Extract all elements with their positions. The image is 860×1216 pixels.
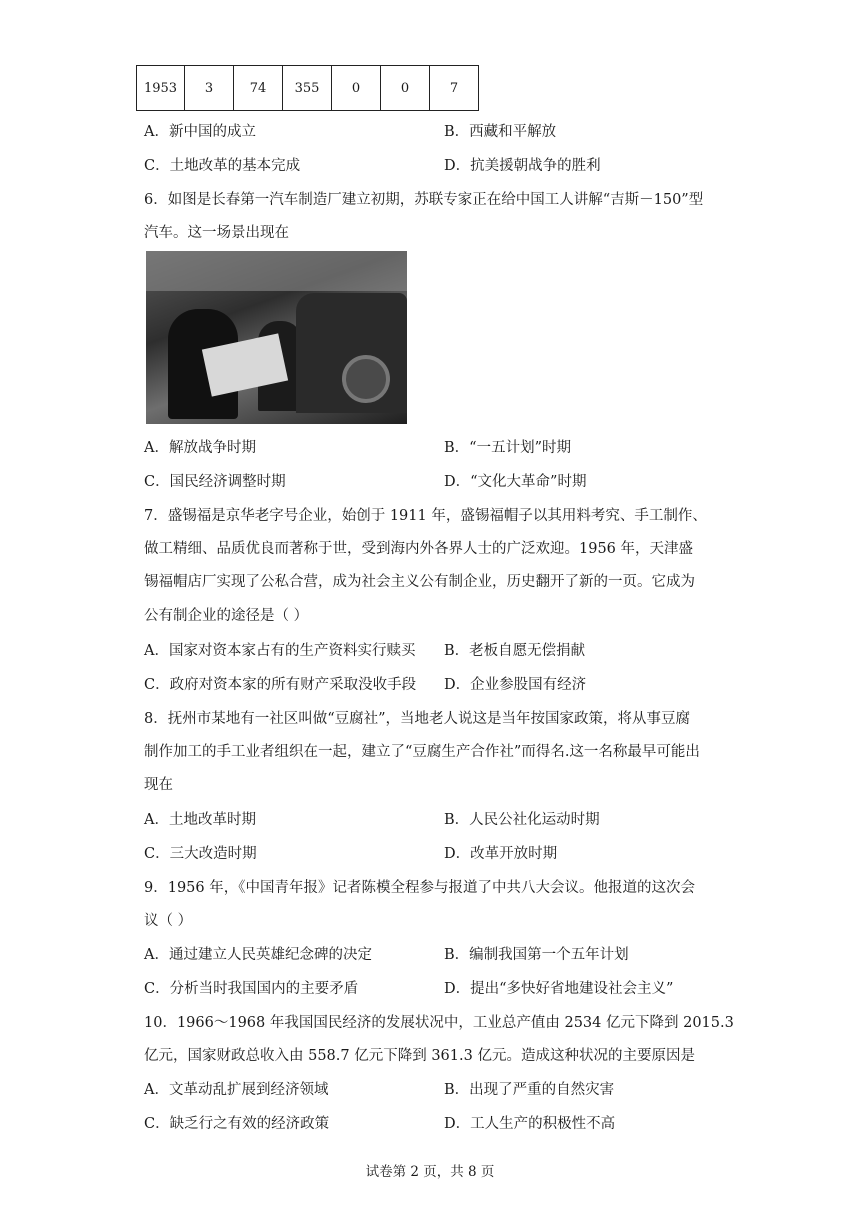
q10-stem-line1: 10．1966～1968 年我国国民经济的发展状况中，工业总产值由 2534 亿元下降到 2015.3 (144, 1015, 734, 1031)
q7-option-a: A．国家对资本家占有的生产资料实行赎买 (144, 643, 416, 659)
q8-stem-line3: 现在 (144, 777, 173, 793)
q6-option-c: C．国民经济调整时期 (144, 474, 286, 490)
q10-stem-line2: 亿元，国家财政总收入由 558.7 亿元下降到 361.3 亿元。造成这种状况的主要原因是 (144, 1048, 695, 1064)
q8-option-d: D．改革开放时期 (444, 846, 558, 862)
q8-stem-line1: 8．抚州市某地有一社区叫做“豆腐社”，当地老人说这是当年按国家政策，将从事豆腐 (144, 711, 691, 727)
table-cell: 0 (381, 66, 430, 111)
q9-option-b: B．编制我国第一个五年计划 (444, 947, 629, 963)
q10-option-b: B．出现了严重的自然灾害 (444, 1082, 615, 1098)
q7-stem-line3: 锡福帽店厂实现了公私合营，成为社会主义公有制企业，历史翻开了新的一页。它成为 (144, 574, 695, 590)
q8-option-a: A．土地改革时期 (144, 812, 256, 828)
q9-option-c: C．分析当时我国国内的主要矛盾 (144, 981, 359, 997)
q8-option-c: C．三大改造时期 (144, 846, 257, 862)
q7-option-b: B．老板自愿无偿捐献 (444, 643, 586, 659)
table-row (137, 66, 479, 111)
table-cell: 74 (234, 66, 283, 111)
q9-stem-line1: 9．1956 年，《中国青年报》记者陈模全程参与报道了中共八大会议。他报道的这次会 (144, 880, 695, 896)
q5-option-b: B．西藏和平解放 (444, 124, 557, 140)
q9-option-a: A．通过建立人民英雄纪念碑的决定 (144, 947, 372, 963)
table-cell: 7 (430, 66, 479, 111)
q10-option-c: C．缺乏行之有效的经济政策 (144, 1116, 330, 1132)
q8-option-b: B．人民公社化运动时期 (444, 812, 600, 828)
q7-option-d: D．企业参股国有经济 (444, 677, 587, 693)
factory-photo (146, 251, 407, 424)
table-cell: 1953 (137, 66, 185, 111)
q10-option-d: D．工人生产的积极性不高 (444, 1116, 616, 1132)
q6-option-d: D．“文化大革命”时期 (444, 474, 587, 490)
q6-option-b: B．“一五计划”时期 (444, 440, 571, 456)
q7-stem-line4: 公有制企业的途径是（ ） (144, 608, 309, 624)
table-cell: 3 (185, 66, 234, 111)
q7-stem-line1: 7．盛锡福是京华老字号企业，始创于 1911 年，盛锡福帽子以其用料考究、手工制作、 (144, 508, 707, 524)
q7-stem-line2: 做工精细、品质优良而著称于世，受到海内外各界人士的广泛欢迎。1956 年，天津盛 (144, 541, 694, 557)
q5-option-d: D．抗美援朝战争的胜利 (444, 158, 601, 174)
q5-option-c: C．土地改革的基本完成 (144, 158, 301, 174)
q7-option-c: C．政府对资本家的所有财产采取没收手段 (144, 677, 417, 693)
q9-option-d: D．提出“多快好省地建设社会主义” (444, 981, 674, 997)
q6-stem-line1: 6．如图是长春第一汽车制造厂建立初期，苏联专家正在给中国工人讲解“吉斯－150”型 (144, 192, 704, 208)
q8-stem-line2: 制作加工的手工业者组织在一起，建立了“豆腐生产合作社”而得名.这一名称最早可能出 (144, 744, 700, 760)
q5-option-a: A．新中国的成立 (144, 124, 256, 140)
q6-option-a: A．解放战争时期 (144, 440, 256, 456)
q6-stem-line2: 汽车。这一场景出现在 (144, 225, 289, 241)
data-table (136, 65, 479, 111)
table-cell: 355 (283, 66, 332, 111)
table-cell: 0 (332, 66, 381, 111)
q9-stem-line2: 议（ ） (144, 913, 193, 929)
page-footer: 试卷第 2 页，共 8 页 (365, 1164, 495, 1180)
q10-option-a: A．文革动乱扩展到经济领域 (144, 1082, 329, 1098)
